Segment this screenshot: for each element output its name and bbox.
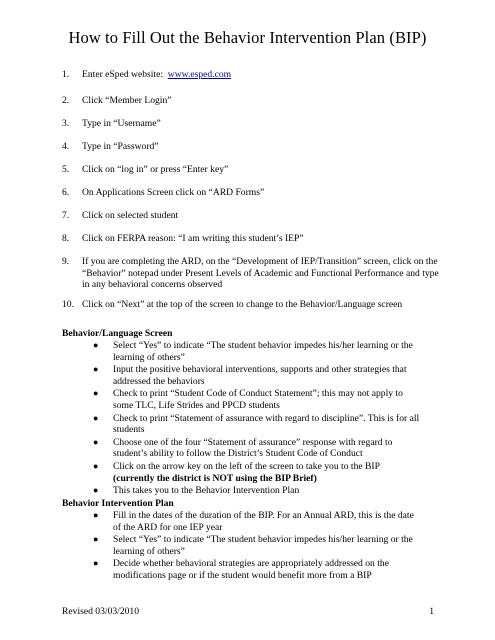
bip-bullets [93,510,423,583]
bullet-icon: ● [93,436,99,447]
step-1 [62,69,442,81]
step-7 [62,210,442,222]
step-number: 9. [62,256,70,267]
step-8 [62,233,442,245]
bullet-icon: ● [93,558,99,569]
step-text: Enter eSped website: [82,69,168,80]
revised-date: Revised 03/03/2010 [62,606,140,617]
esped-link[interactable]: www.esped.com [167,69,232,80]
list-item: ● Decide whether behavioral strategies are appropriately addressed on the modifications page or if the student would benefit more from a BIP [93,558,389,581]
step-text: Click on selected student [82,210,179,221]
step-number: 10. [62,299,74,310]
behavior-language-heading: Behavior/Language Screen [62,328,173,339]
bullet-icon: ● [93,340,99,350]
bip-heading: Behavior Intervention Plan [62,498,174,509]
list-item: ● Input the positive behavioral interventions, supports and other strategies that addressed the behaviors [93,364,407,387]
step-number: 6. [62,187,70,198]
bullet-icon: ● [93,388,99,399]
step-4 [62,141,442,153]
bullet-icon: ● [93,485,99,496]
step-number: 7. [62,210,70,221]
step-2 [62,95,442,107]
list-item: ● Check to print “Statement of assurance with regard to discipline”. This is for all students [93,412,420,436]
step-text: Click “Member Login” [82,95,172,106]
bullet-icon: ● [93,364,99,375]
bip-brief-note: (currently the district is NOT using the BIP Brief) [113,472,317,484]
step-text: Click on “log in” or press “Enter key” [82,164,229,175]
page-title: How to Fill Out the Behavior Intervention Plan (BIP) [68,28,427,47]
list-item: ● This takes you to the Behavior Intervention Plan [93,485,300,497]
behavior-language-bullets [93,340,423,498]
step-6 [62,187,442,199]
step-number: 2. [62,95,70,106]
step-5 [62,164,442,176]
list-item: ● Click on the arrow key on the left of the screen to take you to the BIP (currently the district is NOT using the BIP Brief) [93,460,380,484]
step-text: Click on FERPA reason: “I am writing this student’s IEP” [82,233,304,244]
bullet-icon: ● [93,460,99,471]
step-text: Type in “Password” [82,141,159,152]
step-number: 1. [62,69,70,80]
step-number: 3. [62,118,70,129]
list-item: ● Check to print “Student Code of Conduct Statement”; this may not apply to some TLC, Life Strides and PPCD students [93,388,403,411]
step-text: On Applications Screen click on “ARD Forms” [82,187,265,198]
step-number: 5. [62,164,70,175]
bullet-icon: ● [93,412,99,423]
page-number: 1 [429,606,434,617]
step-text: Type in “Username” [82,118,161,129]
step-text: If you are completing the ARD, on the “Development of IEP/Transition” screen, click on the “Behavior” notepad under Present Levels of Academic and Functional Performance and type in any behavioral concerns observed [82,256,439,291]
list-item: ● Select “Yes” to indicate “The student behavior impedes his/her learning or the learning of others” [93,340,413,363]
bullet-icon: ● [93,534,99,545]
step-3 [62,118,442,130]
step-10 [62,299,442,311]
list-item: ● Fill in the dates of the duration of the BIP. For an Annual ARD, this is the date of the ARD for one IEP year [93,510,414,533]
step-number: 8. [62,233,70,244]
bullet-icon: ● [93,510,99,520]
step-number: 4. [62,141,70,152]
list-item: ● Select “Yes” to indicate “The student behavior impedes his/her learning or the learning of others” [93,534,413,557]
step-text: Click on “Next” at the top of the screen to change to the Behavior/Language screen [82,299,403,310]
list-item: ● Choose one of the four “Statement of assurance” response with regard to student’s ability to follow the District’s Student Code of Conduct [93,436,393,460]
step-9 [62,256,442,291]
